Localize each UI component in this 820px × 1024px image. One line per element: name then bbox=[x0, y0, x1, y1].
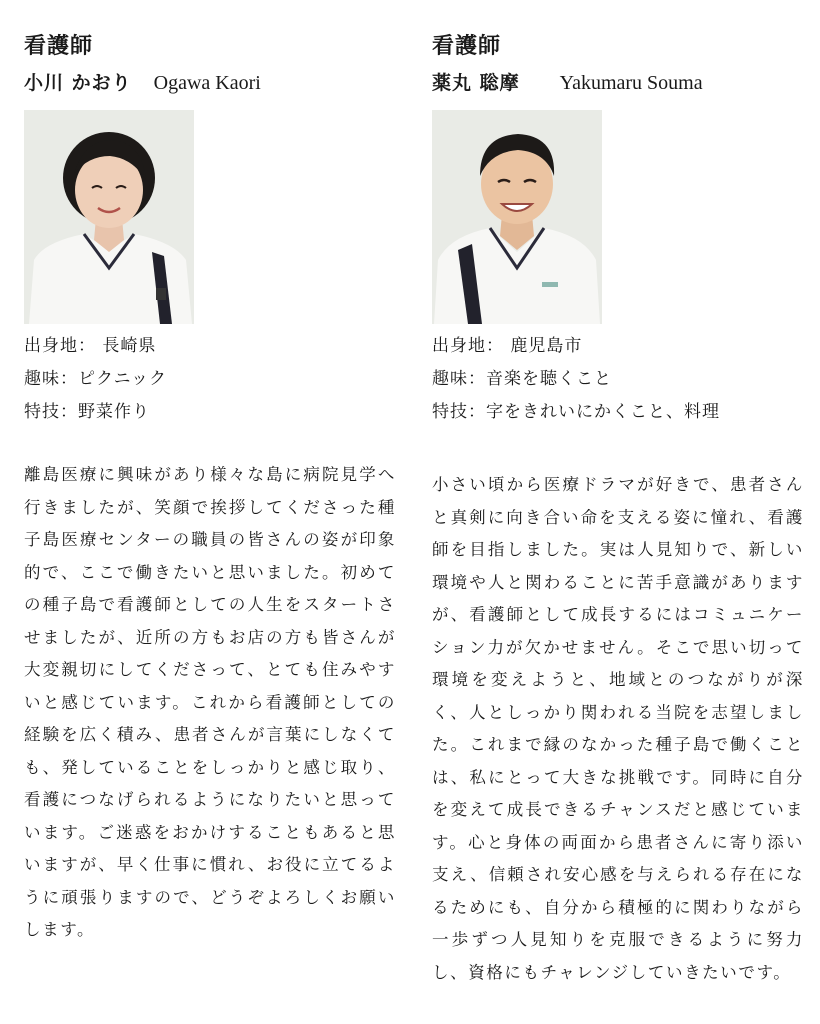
profile-card-yakumaru bbox=[432, 30, 812, 1006]
profile-name-japanese: 小川 かおり bbox=[24, 72, 132, 94]
profile-photo bbox=[24, 110, 194, 324]
profile-facts bbox=[432, 330, 812, 429]
profile-name-japanese: 薬丸 聡摩 bbox=[432, 72, 520, 94]
profile-role: 看護師 bbox=[432, 33, 502, 59]
profile-role: 看護師 bbox=[24, 33, 94, 59]
profile-bio: 小さい頃から医療ドラマが好きで、患者さんと真剣に向き合い命を支える姿に憧れ、看護師を目指しました。実は人見知りで、新しい環境や人と関わることに苦手意識がありますが、看護師として成長するにはコミュニケーション力が欠かせません。そこで思い切って環境を変えようと、地域とのつながりが深く、人としっかり関われる当院を志望しました。これまで縁のなかった種子島で働くことは、私にとって大きな挑戦です。同時に自分を変えて成長できるチャンスだと感じています。心と身体の両面から患者さんに寄り添い支え、信頼され安心感を与えられる存在になるためにも、自分から積極的に関わりながら一歩ずつ人見知りを克服できるように努力し、資格にもチャレンジしていきたいです。 bbox=[432, 475, 804, 982]
fact-skill: 特技：野菜作り bbox=[24, 402, 150, 422]
profile-card-ogawa bbox=[24, 30, 404, 963]
profile-name-english: Yakumaru Souma bbox=[559, 72, 703, 94]
profile-name bbox=[432, 70, 812, 96]
profile-bio: 離島医療に興味があり様々な島に病院見学へ行きましたが、笑顔で挨拶してくださった種子島医療センターの職員の皆さんの姿が印象的で、ここで働きたいと思いました。初めての種子島で看護師としての人生をスタートさせましたが、近所の方もお店の方も皆さんが大変親切にしてくださって、とても住みやすいと感じています。これから看護師としての経験を広く積み、患者さんが言葉にしなくても、発していることをしっかりと感じ取り、看護につなげられるようになりたいと思っています。ご迷惑をおかけすることもあると思いますが、早く仕事に慣れ、お役に立てるように頑張りますので、どうぞよろしくお願いします。 bbox=[24, 465, 396, 939]
fact-hobby: 趣味：ピクニック bbox=[24, 369, 167, 389]
fact-skill: 特技：字をきれいにかくこと、料理 bbox=[432, 402, 720, 422]
nurse-portrait-icon bbox=[432, 110, 602, 324]
fact-hobby: 趣味：音楽を聴くこと bbox=[432, 369, 612, 389]
profile-name-english: Ogawa Kaori bbox=[153, 72, 261, 94]
profile-name bbox=[24, 70, 404, 96]
fact-hometown: 出身地： 長崎県 bbox=[24, 336, 157, 356]
fact-hometown: 出身地： 鹿児島市 bbox=[432, 336, 583, 356]
profile-facts bbox=[24, 330, 404, 429]
profile-photo bbox=[432, 110, 602, 324]
nurse-portrait-icon bbox=[24, 110, 194, 324]
